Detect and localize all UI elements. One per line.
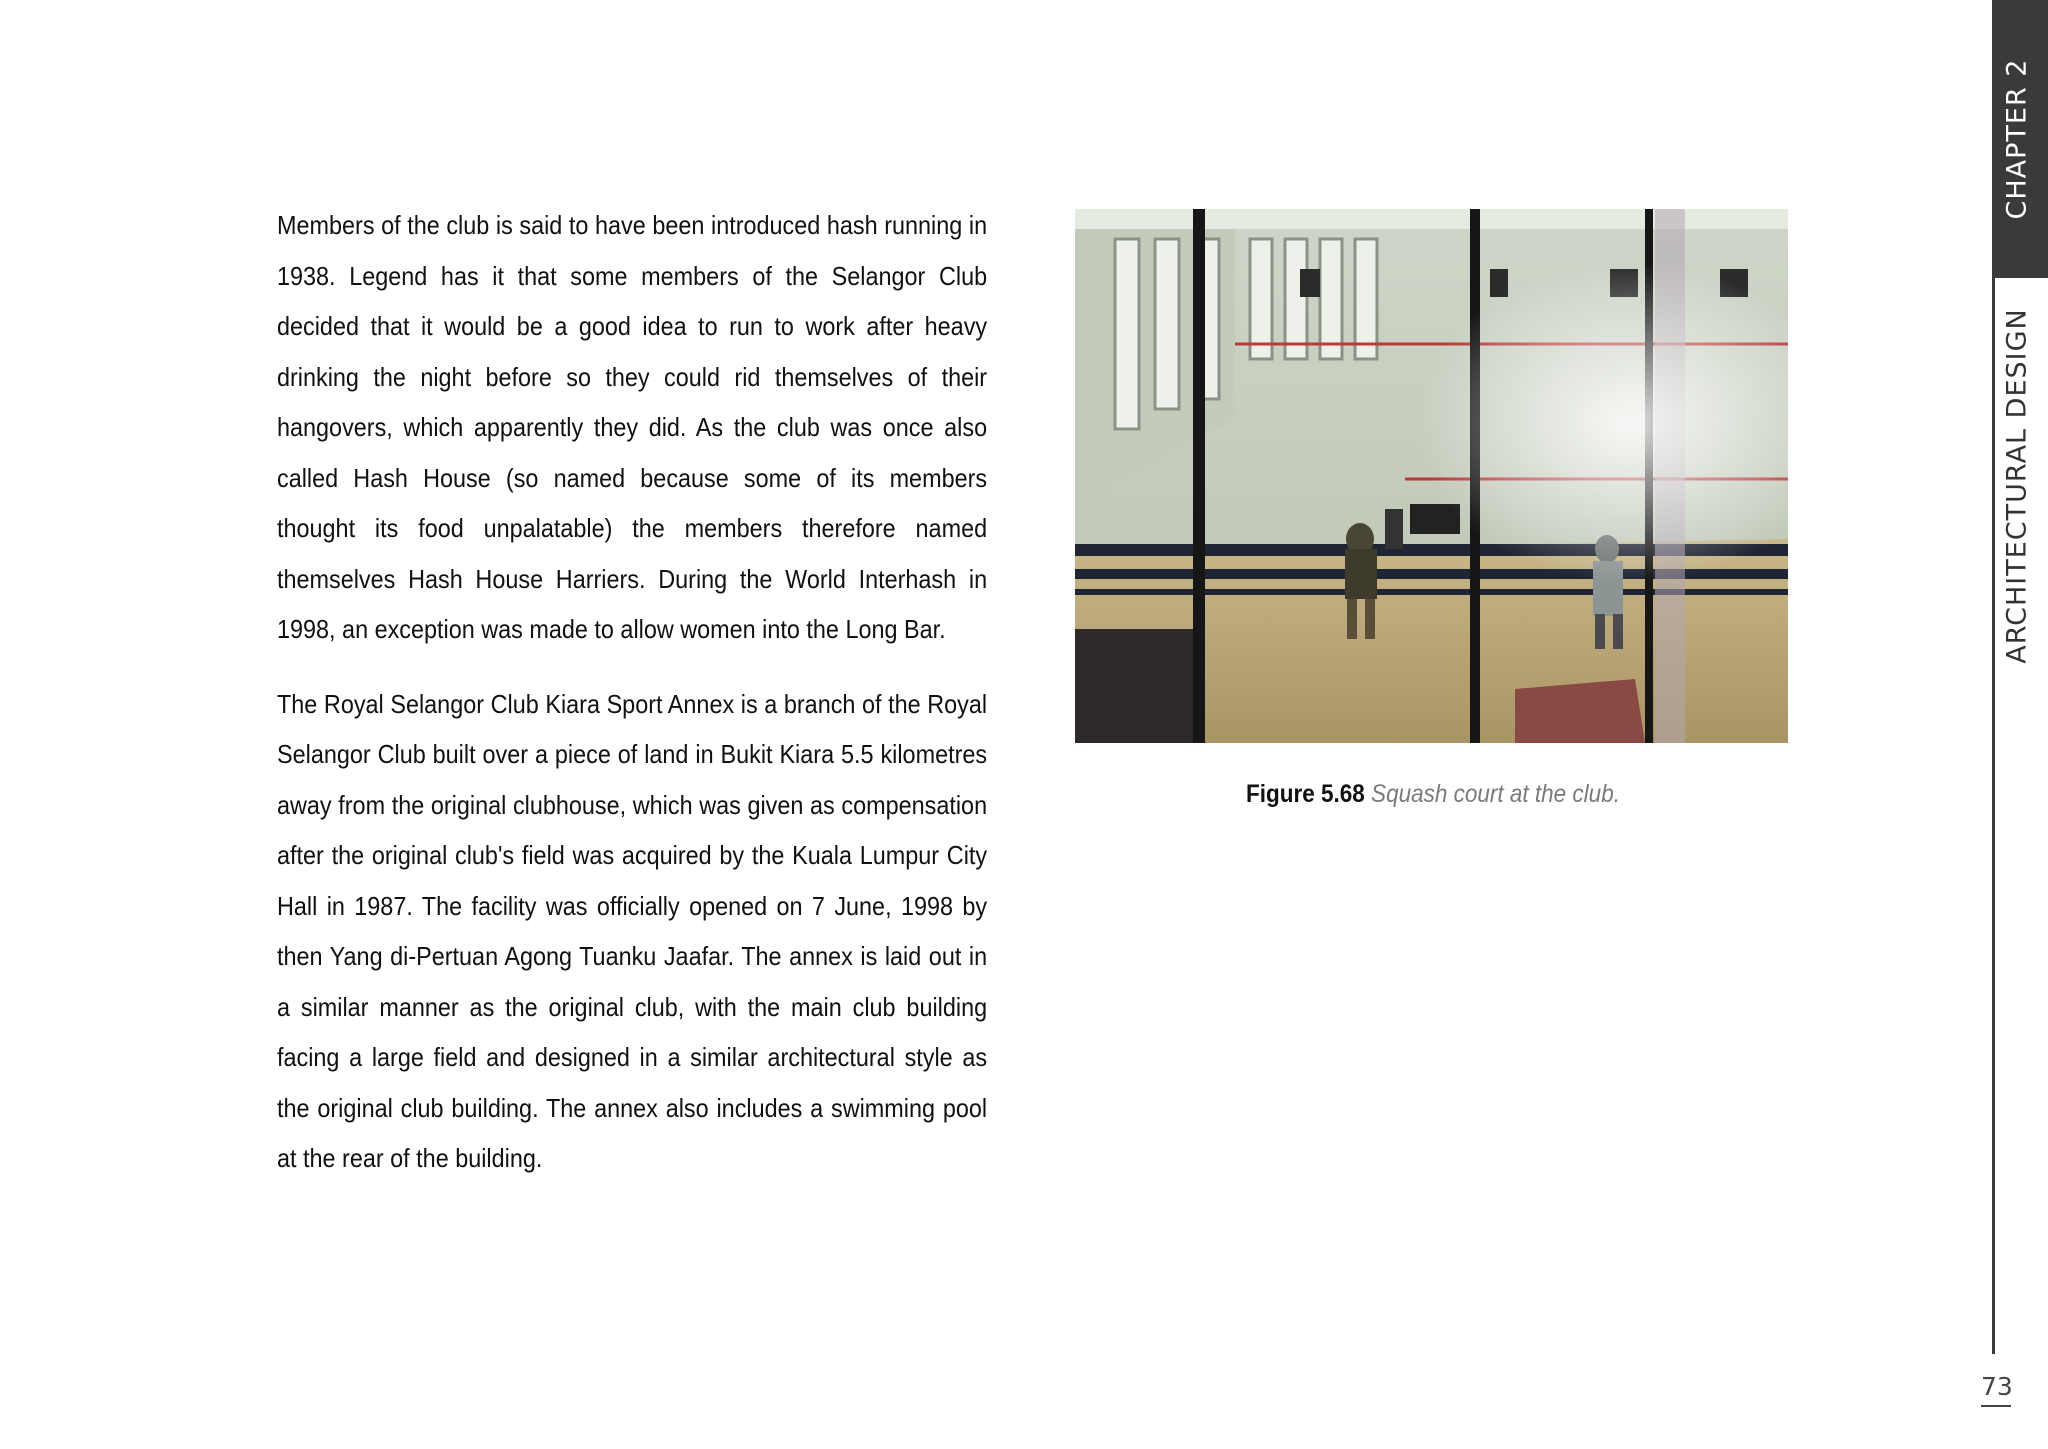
figure-caption [1246, 780, 1620, 809]
chapter-label: CHAPTER 2 [2001, 58, 2033, 220]
figure-caption-text: Squash court at the club. [1371, 780, 1620, 808]
paragraph-2: The Royal Selangor Club Kiara Sport Annex is a branch of the Royal Selangor Club built over a piece of land in Bukit Kiara 5.5 kilometres away from the original clubhouse, which was given as compensation after the original club's field was acquired by the Kuala Lumpur City Hall in 1987. The facility was officially opened on 7 June, 1998 by then Yang di-Pertuan Agong Tuanku Jaafar. The annex is laid out in a similar manner as the original club, with the main club building facing a large field and designed in a similar architectural style as the original club building. The annex also includes a swimming pool at the rear of the building. [277, 688, 988, 1173]
squash-court-photo [1075, 209, 1788, 743]
page-number: 73 [1981, 1372, 2013, 1401]
section-label: ARCHITECTURAL DESIGN [2001, 308, 2033, 664]
body-text [277, 200, 988, 1208]
sidebar-rule [1992, 278, 1995, 1354]
page-number-underline [1981, 1405, 2011, 1407]
figure-label: Figure 5.68 [1246, 780, 1365, 808]
paragraph-1: Members of the club is said to have been introduced hash running in 1938. Legend has it that some members of the Selangor Club decided that it would be a good idea to run to work after heavy drinking the night before so they could rid themselves of their hangovers, which apparently they did. As the club was once also called Hash House (so named because some of its members thought its food unpalatable) the members therefore named themselves Hash House Harriers. During the World Interhash in 1998, an exception was made to allow women into the Long Bar. [277, 210, 988, 644]
